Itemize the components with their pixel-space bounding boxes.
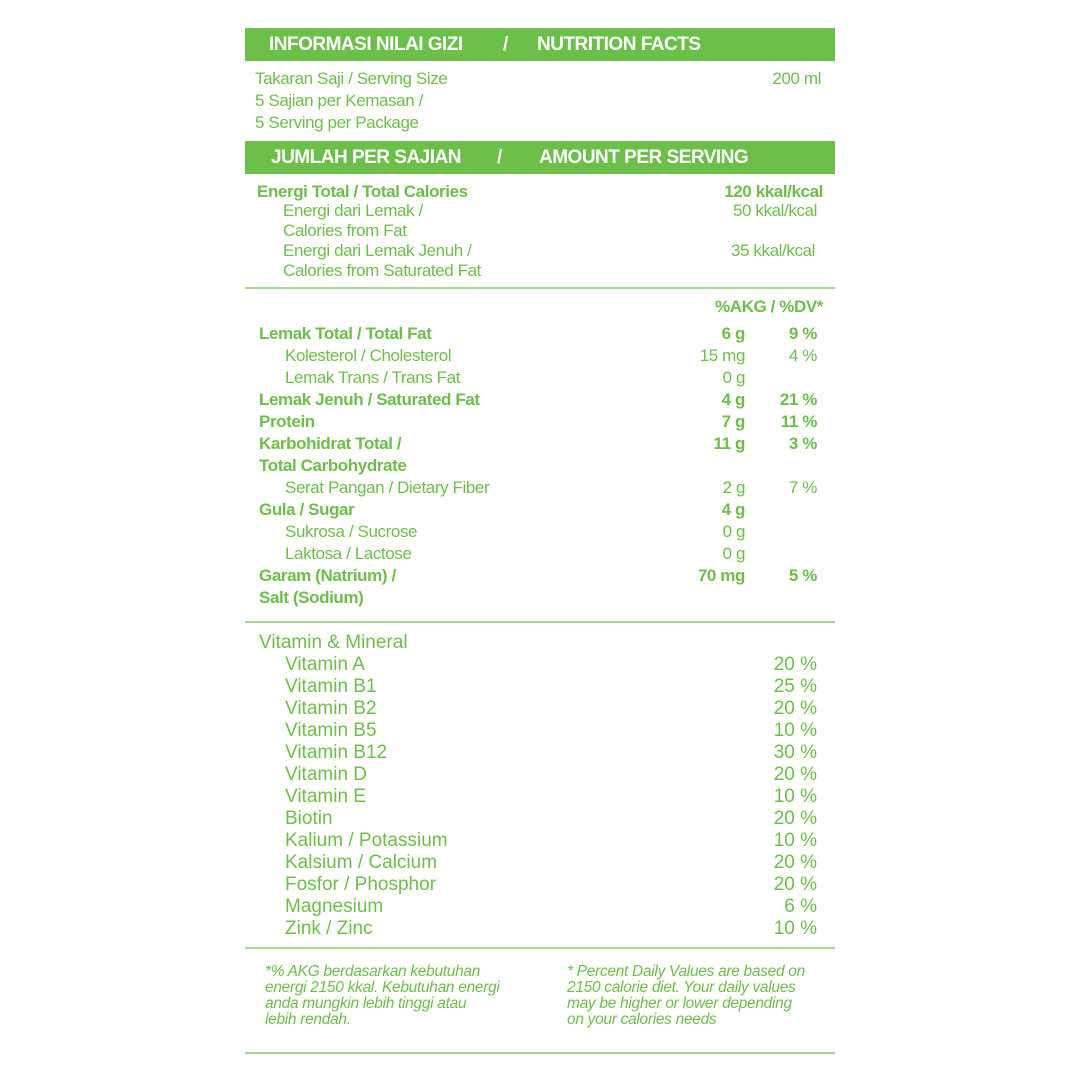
vitamin-dv: 20 % (773, 808, 817, 829)
serving-size-value: 200 ml (772, 69, 821, 88)
vitamin-label: Vitamin B12 (285, 742, 388, 763)
nutrient-dv: 11 % (780, 412, 817, 431)
nutrient-label: Serat Pangan / Dietary Fiber (285, 478, 490, 497)
nutrient-label: Lemak Total / Total Fat (259, 324, 432, 343)
footnote-line: 2150 calorie diet. Your daily values (567, 979, 796, 996)
vitamin-dv: 10 % (773, 786, 817, 807)
nutrient-amount: 11 g (713, 434, 745, 453)
vitamin-label: Biotin (285, 808, 333, 829)
footnote-line: may be higher or lower depending (567, 995, 792, 1012)
nutrient-amount: 4 g (721, 500, 745, 519)
vitamin-label: Vitamin D (285, 764, 368, 785)
nutrient-amount: 0 g (722, 368, 745, 387)
nutrient-label: Total Carbohydrate (259, 456, 407, 475)
servings-per-package-line1: 5 Sajian per Kemasan / (255, 91, 423, 110)
vitamin-label: Magnesium (285, 896, 384, 917)
dv-column-header: %AKG / %DV* (714, 297, 823, 316)
nutrient-amount: 7 g (721, 412, 745, 431)
amount-header-left-label: JUMLAH PER SAJIAN (271, 147, 461, 168)
nutrient-label: Kolesterol / Cholesterol (285, 346, 452, 365)
energy-from-sat-fat-label-2: Calories from Saturated Fat (283, 261, 482, 280)
energy-from-sat-fat-value: 35 kkal/kcal (730, 241, 815, 260)
nutrient-label: Sukrosa / Sucrose (285, 522, 418, 541)
footnote-line: * Percent Daily Values are based on (567, 963, 805, 980)
vitamin-label: Vitamin E (285, 786, 366, 807)
vitamin-dv: 20 % (773, 698, 817, 719)
vitamin-dv: 10 % (773, 720, 817, 741)
header-separator: / (503, 34, 508, 55)
energy-total-value: 120 kkal/kcal (724, 182, 823, 201)
serving-size-label: Takaran Saji / Serving Size (255, 69, 448, 88)
nutrient-label: Protein (259, 412, 315, 431)
divider-rule (245, 287, 835, 289)
footnote-indonesian (265, 964, 500, 1028)
amount-header-separator: / (497, 147, 502, 168)
nutrient-label: Laktosa / Lactose (285, 544, 412, 563)
nutrient-label: Salt (Sodium) (259, 588, 364, 607)
nutrient-dv: 7 % (788, 478, 817, 497)
energy-total-label: Energi Total / Total Calories (257, 182, 468, 201)
footnote-line: anda mungkin lebih tinggi atau (265, 995, 467, 1012)
footnote-line: on your calories needs (567, 1011, 717, 1028)
nutrient-dv: 4 % (788, 346, 817, 365)
nutrient-amount: 15 mg (699, 346, 745, 365)
nutrient-label: Karbohidrat Total / (259, 434, 402, 453)
energy-from-fat-label-2: Calories from Fat (283, 221, 407, 240)
divider-rule (245, 947, 835, 949)
vitamin-dv: 20 % (773, 764, 817, 785)
nutrient-amount: 70 mg (697, 566, 745, 585)
vitamin-dv: 10 % (773, 918, 817, 939)
nutrient-label: Lemak Trans / Trans Fat (285, 368, 461, 387)
vitamin-label: Vitamin B1 (285, 676, 377, 697)
vitamin-dv: 10 % (773, 830, 817, 851)
vitamin-label: Fosfor / Phosphor (285, 874, 437, 895)
header-left-label: INFORMASI NILAI GIZI (269, 34, 463, 55)
servings-per-package-line2: 5 Serving per Package (255, 113, 419, 132)
nutrient-dv: 9 % (788, 324, 817, 343)
energy-from-fat-label-1: Energi dari Lemak / (283, 201, 423, 220)
vitamin-label: Vitamin B2 (285, 698, 377, 719)
energy-from-sat-fat-label-1: Energi dari Lemak Jenuh / (283, 241, 472, 260)
amount-header-right-label: AMOUNT PER SERVING (539, 147, 749, 168)
vitamin-label: Zink / Zinc (285, 918, 373, 939)
vitamin-dv: 20 % (773, 654, 817, 675)
nutrient-label: Gula / Sugar (259, 500, 355, 519)
vitamin-dv: 20 % (773, 852, 817, 873)
footnote-line: *% AKG berdasarkan kebutuhan (265, 963, 481, 980)
nutrient-dv: 21 % (779, 390, 817, 409)
nutrient-amount: 6 g (721, 324, 745, 343)
nutrient-amount: 0 g (722, 522, 745, 541)
divider-rule (245, 621, 835, 623)
divider-rule (245, 1052, 835, 1054)
nutrient-amount: 2 g (722, 478, 745, 497)
vitamin-label: Kalsium / Calcium (285, 852, 438, 873)
nutrient-dv: 3 % (788, 434, 817, 453)
vitamin-dv: 25 % (773, 676, 817, 697)
vitamin-dv: 20 % (773, 874, 817, 895)
nutrient-amount: 0 g (722, 544, 745, 563)
vitamin-mineral-title: Vitamin & Mineral (259, 632, 408, 653)
nutrition-facts-header (245, 28, 835, 61)
nutrient-label: Garam (Natrium) / (259, 566, 396, 585)
header-right-label: NUTRITION FACTS (537, 34, 701, 55)
footnote-english (567, 964, 805, 1028)
nutrient-amount: 4 g (721, 390, 745, 409)
nutrient-dv: 5 % (788, 566, 817, 585)
vitamin-label: Vitamin A (285, 654, 365, 675)
footnote-line: lebih rendah. (265, 1011, 351, 1028)
vitamin-dv: 6 % (784, 896, 817, 917)
nutrient-label: Lemak Jenuh / Saturated Fat (259, 390, 480, 409)
footnote-line: energi 2150 kkal. Kebutuhan energi (265, 979, 500, 996)
vitamin-label: Vitamin B5 (285, 720, 377, 741)
nutrition-facts-panel (245, 28, 835, 1056)
vitamin-label: Kalium / Potassium (285, 830, 448, 851)
energy-from-fat-value: 50 kkal/kcal (732, 201, 817, 220)
amount-per-serving-header (245, 141, 835, 174)
vitamin-dv: 30 % (773, 742, 817, 763)
